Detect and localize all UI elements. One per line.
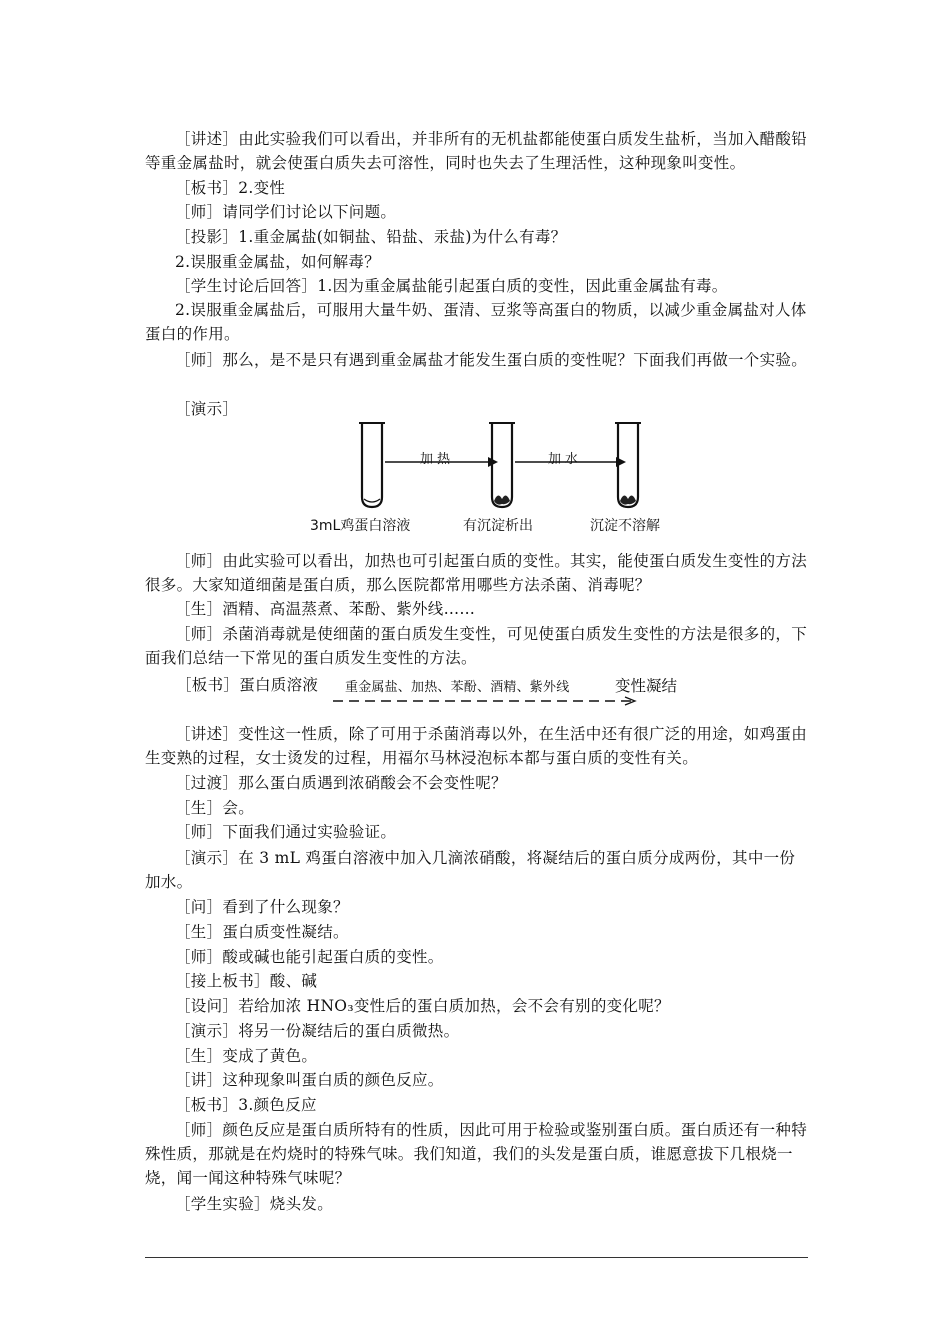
paragraph: 2.误服重金属盐，如何解毒？	[175, 253, 380, 271]
footer-rule	[145, 1257, 808, 1258]
paragraph: ［演示］在 3 mL 鸡蛋白溶液中加入几滴浓硝酸，将凝结后的蛋白质分成两份，其中一份加水。	[145, 849, 796, 891]
arrow-1-label: 加热	[420, 452, 455, 467]
paragraph: ［讲］这种现象叫蛋白质的颜色反应。	[175, 1071, 444, 1089]
paragraph: ［生］变成了黄色。	[175, 1047, 318, 1065]
paragraph: ［问］看到了什么现象？	[175, 898, 349, 916]
paragraph: ［板书］3.颜色反应	[175, 1096, 317, 1114]
paragraph: ［演示］	[175, 400, 239, 418]
caption-1: 3mL鸡蛋白溶液	[310, 518, 411, 534]
paragraph: 2.误服重金属盐后，可服用大量牛奶、蛋清、豆浆等高蛋白的物质，以减少重金属盐对人体蛋白的作用。	[145, 301, 807, 343]
paragraph: ［师］颜色反应是蛋白质所特有的性质，因此可用于检验或鉴别蛋白质。蛋白质还有一种特殊性质，那就是在灼烧时的特殊气味。我们知道，我们的头发是蛋白质，谁愿意拔下几根烧一烧，闻一闻这种特殊气味呢？	[145, 1121, 808, 1187]
paragraph: ［学生实验］烧头发。	[175, 1195, 334, 1213]
paragraph: ［板书］2.变性	[175, 179, 286, 197]
caption-2: 有沉淀析出	[463, 518, 533, 534]
paragraph: ［生］蛋白质变性凝结。	[175, 923, 349, 941]
paragraph: ［学生讨论后回答］1.因为重金属盐能引起蛋白质的变性，因此重金属盐有毒。	[175, 277, 728, 295]
dashed-arrow	[333, 694, 643, 708]
test-tube-3	[615, 423, 641, 507]
paragraph: ［师］请同学们讨论以下问题。	[175, 203, 397, 221]
paragraph: ［师］下面我们通过实验验证。	[175, 823, 397, 841]
paragraph: ［接上板书］酸、碱	[175, 972, 318, 990]
paragraph: ［师］杀菌消毒就是使细菌的蛋白质发生变性，可见使蛋白质发生变性的方法是很多的，下面我们总结一下常见的蛋白质发生变性的方法。	[145, 625, 808, 667]
experiment-diagram	[300, 415, 670, 545]
paragraph: ［演示］将另一份凝结后的蛋白质微热。	[175, 1022, 460, 1040]
paragraph: ［生］会。	[175, 799, 255, 817]
test-tube-drawing	[300, 415, 670, 515]
paragraph: ［设问］若给加浓 HNO₃变性后的蛋白质加热，会不会有别的变化呢？	[175, 997, 670, 1015]
denaturation-result: 变性凝结	[615, 677, 678, 695]
paragraph: ［过渡］那么蛋白质遇到浓硝酸会不会变性呢？	[175, 774, 507, 792]
paragraph: ［生］酒精、高温蒸煮、苯酚、紫外线……	[175, 600, 476, 618]
arrow-2-label: 加水	[548, 452, 583, 467]
paragraph: ［讲述］由此实验我们可以看出，并非所有的无机盐都能使蛋白质发生盐析，当加入醋酸铅等重金属盐时，就会使蛋白质失去可溶性，同时也失去了生理活性，这种现象叫变性。	[145, 130, 808, 172]
paragraph: ［师］酸或碱也能引起蛋白质的变性。	[175, 948, 444, 966]
denaturation-conditions: 重金属盐、加热、苯酚、酒精、紫外线	[345, 680, 570, 695]
test-tube-2	[489, 423, 515, 507]
paragraph: ［讲述］变性这一性质，除了可用于杀菌消毒以外，在生活中还有很广泛的用途，如鸡蛋由生变熟的过程，女士烫发的过程，用福尔马林浸泡标本都与蛋白质的变性有关。	[145, 725, 808, 767]
paragraph: ［师］那么，是不是只有遇到重金属盐才能发生蛋白质的变性呢？下面我们再做一个实验。	[175, 351, 808, 369]
test-tube-1	[359, 423, 385, 507]
paragraph: ［师］由此实验可以看出，加热也可引起蛋白质的变性。其实，能使蛋白质发生变性的方法很多。大家知道细菌是蛋白质，那么医院都常用哪些方法杀菌、消毒呢？	[145, 552, 808, 594]
paragraph: ［投影］1.重金属盐(如铜盐、铅盐、汞盐)为什么有毒？	[175, 228, 567, 246]
caption-3: 沉淀不溶解	[590, 518, 660, 534]
board-label: ［板书］蛋白质溶液	[176, 676, 319, 694]
